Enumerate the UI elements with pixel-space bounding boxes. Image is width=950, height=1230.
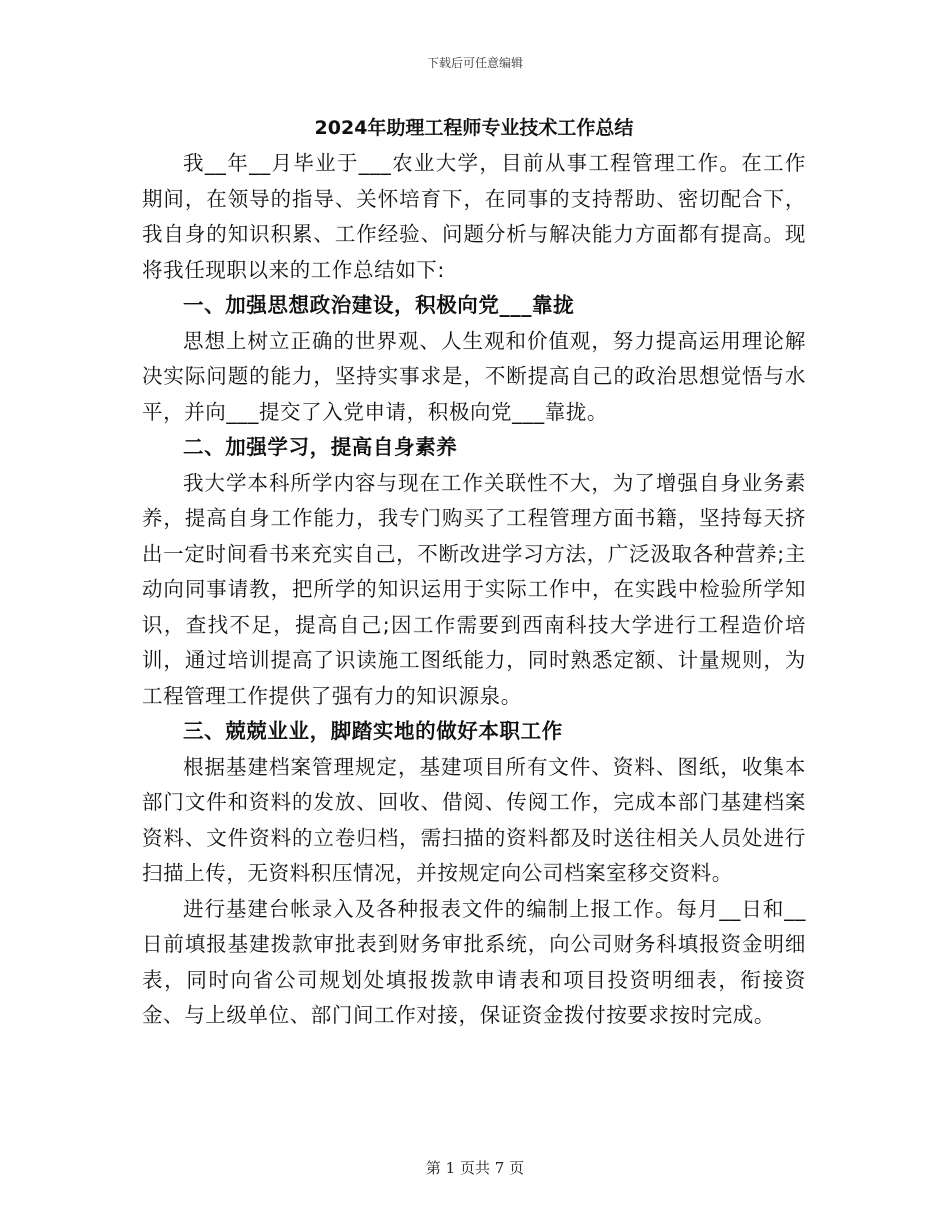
document-title: 2024年助理工程师专业技术工作总结 [314, 117, 634, 139]
section-heading-1: 一、加强思想政治建设，积极向党___靠拢 [183, 293, 575, 317]
page-number-footer: 第 1 页共 7 页 [425, 1159, 525, 1177]
section-3-paragraph-1: 根据基建档案管理规定，基建项目所有文件、资料、图纸，收集本部门文件和资料的发放、回收、借阅、传阅工作，完成本部门基建档案资料、文件资料的立卷归档，需扫描的资料都及时送往相关人员处进行扫描上传，无资料积压情况，并按规定向公司档案室移交资料。 [142, 754, 806, 885]
section-3-paragraph-2: 进行基建台帐录入及各种报表文件的编制上报工作。每月__日和__日前填报基建拨款审批表到财务审批系统，向公司财务科填报资金明细表，同时向省公司规划处填报拨款申请表和项目投资明细表，衔接资金、与上级单位、部门间工作对接，保证资金拨付按要求按时完成。 [142, 896, 806, 1027]
intro-paragraph: 我__年__月毕业于___农业大学，目前从事工程管理工作。在工作期间，在领导的指导、关怀培育下，在同事的支持帮助、密切配合下，我自身的知识积累、工作经验、问题分析与解决能力方面都有提高。现将我任现职以来的工作总结如下: [142, 151, 806, 282]
header-note: 下载后可任意编辑 [426, 56, 523, 70]
section-1-paragraph-1: 思想上树立正确的世界观、人生观和价值观，努力提高运用理论解决实际问题的能力，坚持实事求是，不断提高自己的政治思想觉悟与水平，并向___提交了入党申请，积极向党___靠拢。 [142, 328, 806, 424]
section-heading-2: 二、加强学习，提高自身素养 [183, 435, 458, 459]
section-heading-3: 三、兢兢业业，脚踏实地的做好本职工作 [183, 719, 563, 743]
section-2-paragraph-1: 我大学本科所学内容与现在工作关联性不大，为了增强自身业务素养，提高自身工作能力，我专门购买了工程管理方面书籍，坚持每天挤出一定时间看书来充实自己，不断改进学习方法，广泛汲取各种营养;主动向同事请教，把所学的知识运用于实际工作中，在实践中检验所学知识，查找不足，提高自己;因工作需要到西南科技大学进行工程造价培训，通过培训提高了识读施工图纸能力，同时熟悉定额、计量规则，为工程管理工作提供了强有力的知识源泉。 [142, 470, 806, 708]
document-body [142, 112, 806, 1034]
